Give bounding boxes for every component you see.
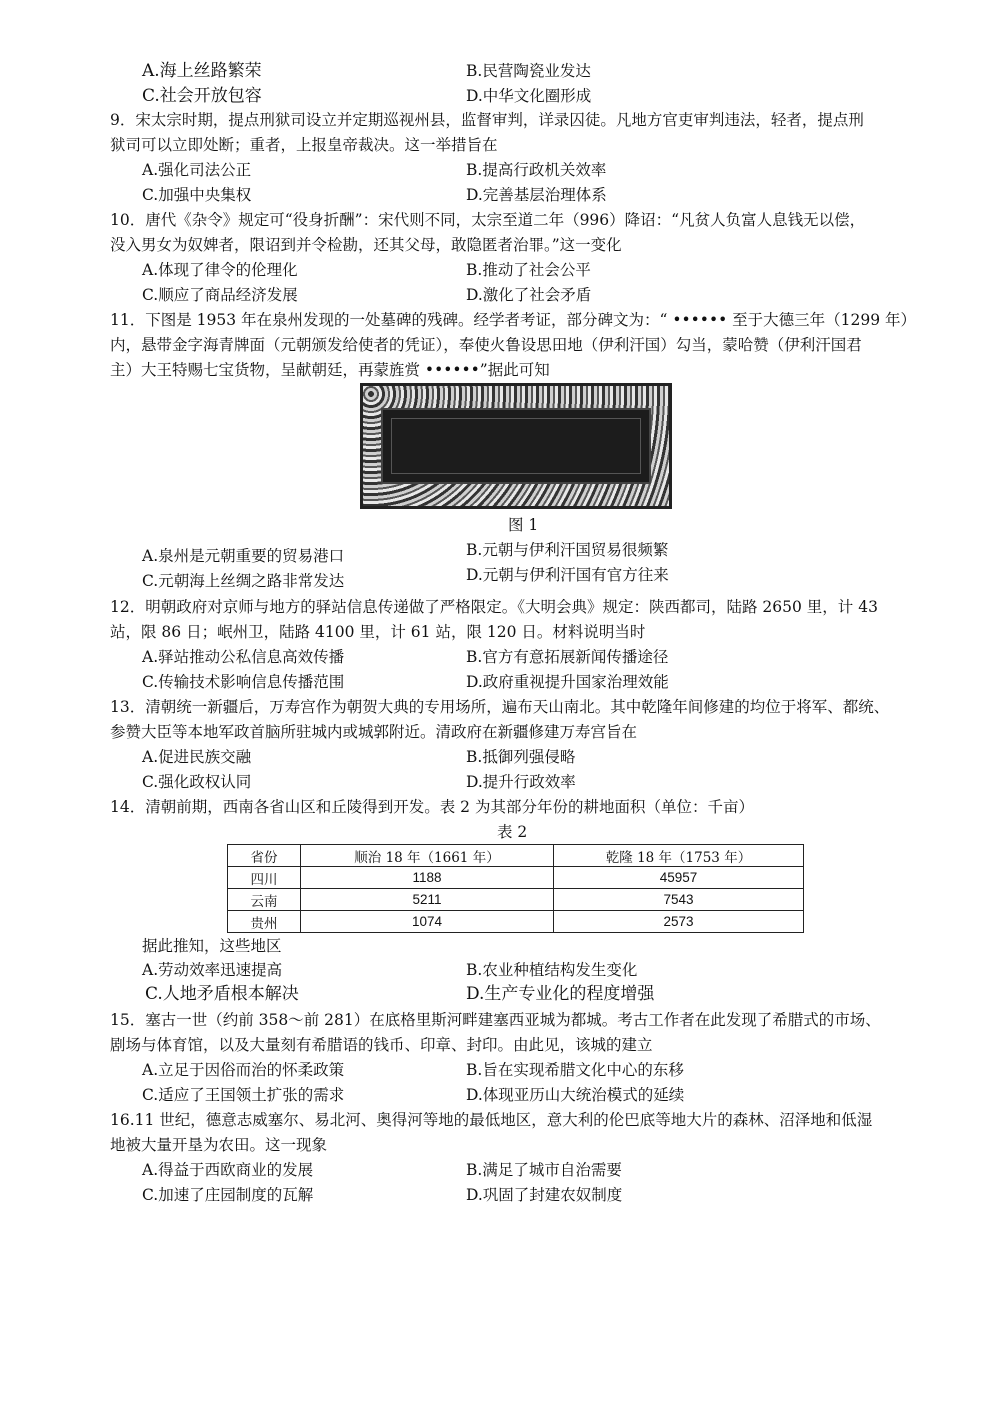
- table-row: [228, 911, 804, 933]
- q13-option-a: A.促进民族交融: [142, 748, 252, 766]
- q12-stem-line1: 12．明朝政府对京师与地方的驿站信息传递做了严格限定。《大明会典》规定：陕西都司，陆路 2650 里，计 43: [110, 598, 878, 616]
- q11-option-b: B.元朝与伊利汗国贸易很频繁: [466, 541, 669, 559]
- q9-stem-line1: 9．宋太宗时期，提点刑狱司设立并定期巡视州县，监督审判，详录囚徒。凡地方官吏审判违法，轻者，提点刑: [110, 111, 864, 129]
- q9-stem-line2: 狱司可以立即处断；重者，上报皇帝裁决。这一举措旨在: [110, 136, 498, 154]
- q15-option-b: B.旨在实现希腊文化中心的东移: [466, 1061, 684, 1079]
- table-cell-value: 45957: [554, 867, 804, 889]
- q9-option-b: B.提高行政机关效率: [466, 161, 607, 179]
- table-cell-province: 云南: [228, 889, 301, 911]
- q11-stem-line1: 11．下图是 1953 年在泉州发现的一处墓碑的残碑。经学者考证，部分碑文为：“ •••••• 至于大德三年（1299 年）: [110, 311, 917, 329]
- table-cell-value: 7543: [554, 889, 804, 911]
- q8-option-a: A.海上丝路繁荣: [142, 61, 262, 81]
- q8-option-c: C.社会开放包容: [142, 86, 262, 106]
- q10-stem-line1: 10．唐代《杂令》规定可“役身折酬”：宋代则不同，太宗至道二年（996）降诏：“凡贫人负富人息钱无以偿，: [110, 211, 866, 229]
- q10-option-c: C.顺应了商品经济发展: [142, 286, 298, 304]
- q14-option-d: D.生产专业化的程度增强: [466, 984, 655, 1004]
- q16-option-a: A.得益于西欧商业的发展: [142, 1161, 314, 1179]
- table-cell-value: 5211: [301, 889, 554, 911]
- q15-stem-line1: 15．塞古一世（约前 358～前 281）在底格里斯河畔建塞西亚城为都城。考古工作者在此发现了希腊式的市场、: [110, 1011, 881, 1029]
- q12-stem-line2: 站，限 86 日；岷州卫，陆路 4100 里，计 61 站，限 120 日。材料说明当时: [110, 623, 646, 641]
- q16-stem-line1: 16.11 世纪，德意志威塞尔、易北河、奥得河等地的最低地区，意大利的伦巴底等地大片的森林、沼泽地和低湿: [110, 1111, 873, 1129]
- table-cell-value: 1074: [301, 911, 554, 933]
- q8-option-b: B.民营陶瓷业发达: [466, 62, 591, 80]
- q15-option-d: D.体现亚历山大统治模式的延续: [466, 1086, 685, 1104]
- q10-option-d: D.激化了社会矛盾: [466, 286, 592, 304]
- q14-stem-line1: 14．清朝前期，西南各省山区和丘陵得到开发。表 2 为其部分年份的耕地面积（单位：千亩）: [110, 798, 754, 816]
- figure-caption: 图 1: [508, 516, 539, 534]
- q14-option-a: A.劳动效率迅速提高: [142, 961, 283, 979]
- q12-option-c: C.传输技术影响信息传播范围: [142, 673, 345, 691]
- q10-option-b: B.推动了社会公平: [466, 261, 591, 279]
- q8-option-d: D.中华文化圈形成: [466, 87, 592, 105]
- table-header-cell: 省份: [228, 845, 301, 867]
- q16-option-c: C.加速了庄园制度的瓦解: [142, 1186, 314, 1204]
- table-row: [228, 867, 804, 889]
- q15-stem-line2: 剧场与体育馆，以及大量刻有希腊语的钱币、印章、封印。由此见，该城的建立: [110, 1036, 653, 1054]
- q14-option-c: C.人地矛盾根本解决: [145, 984, 299, 1004]
- q11-stem-line2: 内，悬带金字海青牌面（元朝颁发给使者的凭证），奉使火鲁设思田地（伊利汗国）勾当，蒙哈赞（伊利汗国君: [110, 336, 862, 354]
- q15-option-c: C.适应了王国领土扩张的需求: [142, 1086, 345, 1104]
- q14-stem-line2: 据此推知，这些地区: [142, 937, 282, 955]
- table-header-cell: 顺治 18 年（1661 年）: [301, 845, 554, 867]
- q9-option-c: C.加强中央集权: [142, 186, 252, 204]
- table-cell-province: 贵州: [228, 911, 301, 933]
- q13-stem-line1: 13．清朝统一新疆后，万寿宫作为朝贺大典的专用场所，遍布天山南北。其中乾隆年间修建的均位于将军、都统、: [110, 698, 890, 716]
- q11-option-c: C.元朝海上丝绸之路非常发达: [142, 572, 345, 590]
- q10-option-a: A.体现了律令的伦理化: [142, 261, 298, 279]
- q12-option-a: A.驿站推动公私信息高效传播: [142, 648, 345, 666]
- tombstone-image: [360, 383, 672, 509]
- table-caption: 表 2: [497, 823, 528, 841]
- q16-stem-line2: 地被大量开垦为农田。这一现象: [110, 1136, 328, 1154]
- table-header-cell: 乾隆 18 年（1753 年）: [554, 845, 804, 867]
- q11-stem-line3: 主）大王特赐七宝货物，呈献朝廷，再蒙旌赏 ••••••”据此可知: [110, 361, 550, 379]
- tombstone-inscription-panel: [381, 408, 651, 484]
- table-row: [228, 889, 804, 911]
- table-cell-province: 四川: [228, 867, 301, 889]
- q9-option-a: A.强化司法公正: [142, 161, 252, 179]
- q13-stem-line2: 参赞大臣等本地军政首脑所驻城内或城郭附近。清政府在新疆修建万寿宫旨在: [110, 723, 638, 741]
- q11-option-d: D.元朝与伊利汗国有官方往来: [466, 566, 669, 584]
- q9-option-d: D.完善基层治理体系: [466, 186, 607, 204]
- table-header-row: [228, 845, 804, 867]
- table-cell-value: 1188: [301, 867, 554, 889]
- cultivated-land-table: [227, 844, 804, 933]
- q13-option-c: C.强化政权认同: [142, 773, 252, 791]
- tombstone-inner-border: [391, 418, 641, 474]
- q12-option-b: B.官方有意拓展新闻传播途径: [466, 648, 669, 666]
- q14-option-b: B.农业种植结构发生变化: [466, 961, 638, 979]
- q10-stem-line2: 没入男女为奴婢者，限诏到并令检勘，还其父母，敢隐匿者治罪。”这一变化: [110, 236, 622, 254]
- q11-option-a: A.泉州是元朝重要的贸易港口: [142, 547, 345, 565]
- q13-option-b: B.抵御列强侵略: [466, 748, 576, 766]
- q16-option-b: B.满足了城市自治需要: [466, 1161, 622, 1179]
- table-cell-value: 2573: [554, 911, 804, 933]
- q16-option-d: D.巩固了封建农奴制度: [466, 1186, 623, 1204]
- q15-option-a: A.立足于因俗而治的怀柔政策: [142, 1061, 345, 1079]
- q13-option-d: D.提升行政效率: [466, 773, 576, 791]
- q12-option-d: D.政府重视提升国家治理效能: [466, 673, 669, 691]
